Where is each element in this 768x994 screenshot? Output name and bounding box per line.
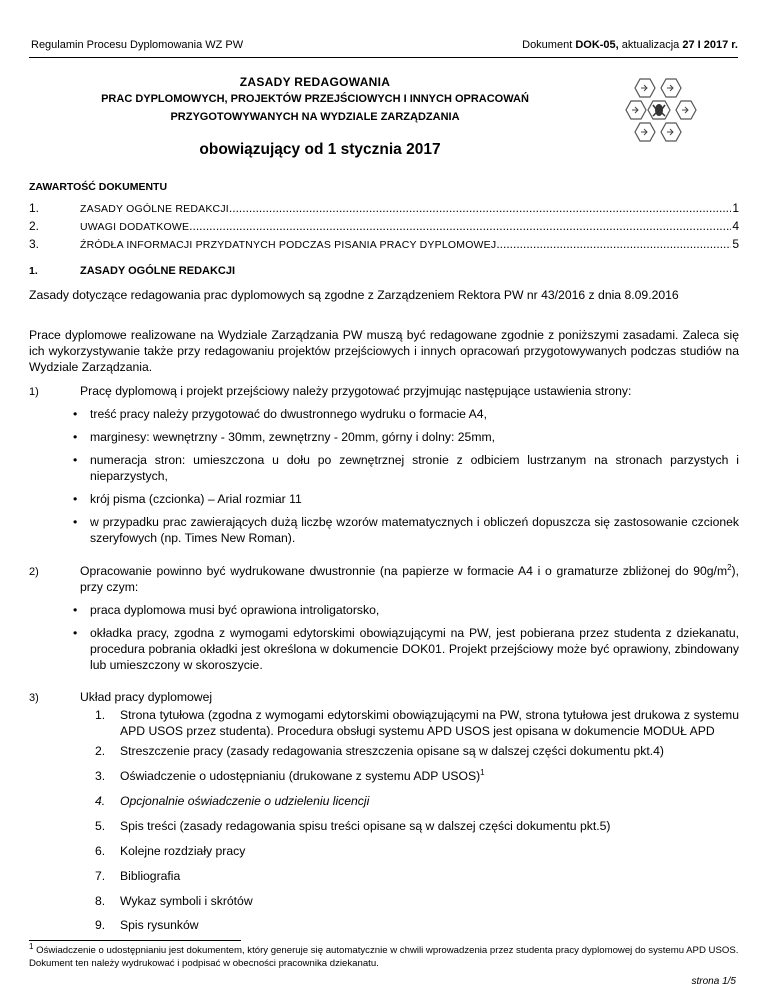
ordered-item: 1. Strona tytułowa (zgodna z wymogami edytorskimi obowiązującymi na PW, strona tytułowa jest drukowa z systemu APD USOS przez studenta). Procedura obsługi systemu APD USOS jest opisana w dokumencie MODUŁ APD [95, 708, 739, 738]
bullet-item: • marginesy: wewnętrzny - 30mm, zewnętrzny - 20mm, górny i dolny: 25mm, [73, 430, 496, 444]
running-header-document: Dokument DOK-05, aktualizacja 27 I 2017 r. [522, 39, 738, 51]
ordered-item: 3. Oświadczenie o udostępnianiu (drukowane z systemu ADP USOS)$^1$ [95, 767, 485, 783]
bullet-item: • okładka pracy, zgodna z wymogami edytorskimi obowiązującymi na PW, jest pobierana przez studenta z dziekanatu, procedura pobrania okładki jest określona w dokumencie DOK01. Projekt przejściowy może być oprawiony, zbindowany lub umieszczony w skoroszycie. [73, 626, 739, 672]
effective-date: obowiązujący od 1 stycznia 2017 [199, 141, 441, 158]
document-subtitle-line-1: PRAC DYPLOMOWYCH, PROJEKTÓW PRZEJŚCIOWYCH I INNYCH OPRACOWAŃ [101, 93, 529, 105]
list-item-1: 1) Pracę dyplomową i projekt przejściowy należy przygotować przyjmując następujące ustawienia strony: [29, 384, 632, 398]
header-rule [29, 57, 738, 58]
list-item-2: 2) Opracowanie powinno być wydrukowane dwustronnie (na papierze w formacie A4 i o gramaturze zbliżonej do $90g/m^2$), przy czym: [29, 562, 739, 594]
ordered-item: 5. Spis treści (zasady redagowania spisu treści opisane są w dalszej części dokumentu pkt.5) [95, 819, 611, 833]
document-title: ZASADY REDAGOWANIA [239, 75, 391, 89]
footnote-rule [29, 940, 241, 941]
bullet-item: • numeracja stron: umieszczona u dołu po zewnętrznej stronie z odbiciem lustrzanym na stronach parzystych i nieparzystych, [73, 453, 739, 483]
toc-entry-1[interactable]: 1. ZASADY OGÓLNE REDAKCJI ..... 1 [29, 201, 739, 219]
toc-heading: ZAWARTOŚĆ DOKUMENTU [29, 181, 168, 193]
bullet-item: • praca dyplomowa musi być oprawiona introligatorsko, [73, 603, 380, 617]
paragraph: Zasady dotyczące redagowania prac dyplomowych są zgodne z Zarządzeniem Rektora PW nr 43/2016 z dnia 8.09.2016 [29, 288, 679, 302]
section-heading: 1. ZASADY OGÓLNE REDAKCJI [29, 265, 236, 277]
ordered-item: 8. Wykaz symboli i skrótów [95, 894, 253, 908]
paragraph: Prace dyplomowe realizowane na Wydziale Zarządzania PW muszą być redagowane zgodnie z poniższymi zasadami. Zaleca się ich wykorzystywanie także przy redagowaniu projektów przejściowych i innych opracowań przygotowywanych podczas studiów na Wydziale Zarządzania. [29, 328, 739, 374]
faculty-logo-icon [624, 75, 724, 163]
bullet-item: • treść pracy należy przygotować do dwustronnego wydruku o formacie A4, [73, 407, 487, 421]
ordered-item: 4. Opcjonalnie oświadczenie o udzieleniu licencji [95, 794, 370, 808]
ordered-item: 6. Kolejne rozdziały pracy [95, 844, 246, 858]
ordered-item: 7. Bibliografia [95, 869, 181, 883]
page-number: strona 1/5 [691, 976, 736, 987]
table-of-contents [29, 201, 739, 255]
footnote: $^1$ Oświadczenie o udostępnianiu jest dokumentem, który generuje się automatycznie w chwili wprowadzenia przez studenta pracy dyplomowej do systemu APD USOS. Dokument ten należy wydrukować i podpisać w obecności pracownika dziekanatu. [29, 941, 739, 969]
bullet-item: • krój pisma (czcionka) – Arial rozmiar 11 [73, 492, 302, 506]
ordered-item: 9. Spis rysunków [95, 918, 199, 932]
document-subtitle-line-2: PRZYGOTOWYWANYCH NA WYDZIALE ZARZĄDZANIA [170, 111, 460, 123]
bullet-item: • w przypadku prac zawierających dużą liczbę wzorów matematycznych i obliczeń dopuszcza się zastosowanie czcionek szeryfowych (np. Times New Roman). [73, 515, 739, 545]
running-header-title: Regulamin Procesu Dyplomowania WZ PW [31, 39, 244, 51]
toc-entry-3[interactable]: 3. ŹRÓDŁA INFORMACJI PRZYDATNYCH PODCZAS PISANIA PRACY DYPLOMOWEJ ..... 5 [29, 237, 739, 255]
toc-entry-2[interactable]: 2. UWAGI DODATKOWE ..... 4 [29, 219, 739, 237]
footnote-ref: 1 [480, 767, 485, 777]
list-item-3: 3) Układ pracy dyplomowej [29, 690, 213, 704]
ordered-item: 2. Streszczenie pracy (zasady redagowania streszczenia opisane są w dalszej części dokumentu pkt.4) [95, 744, 664, 758]
